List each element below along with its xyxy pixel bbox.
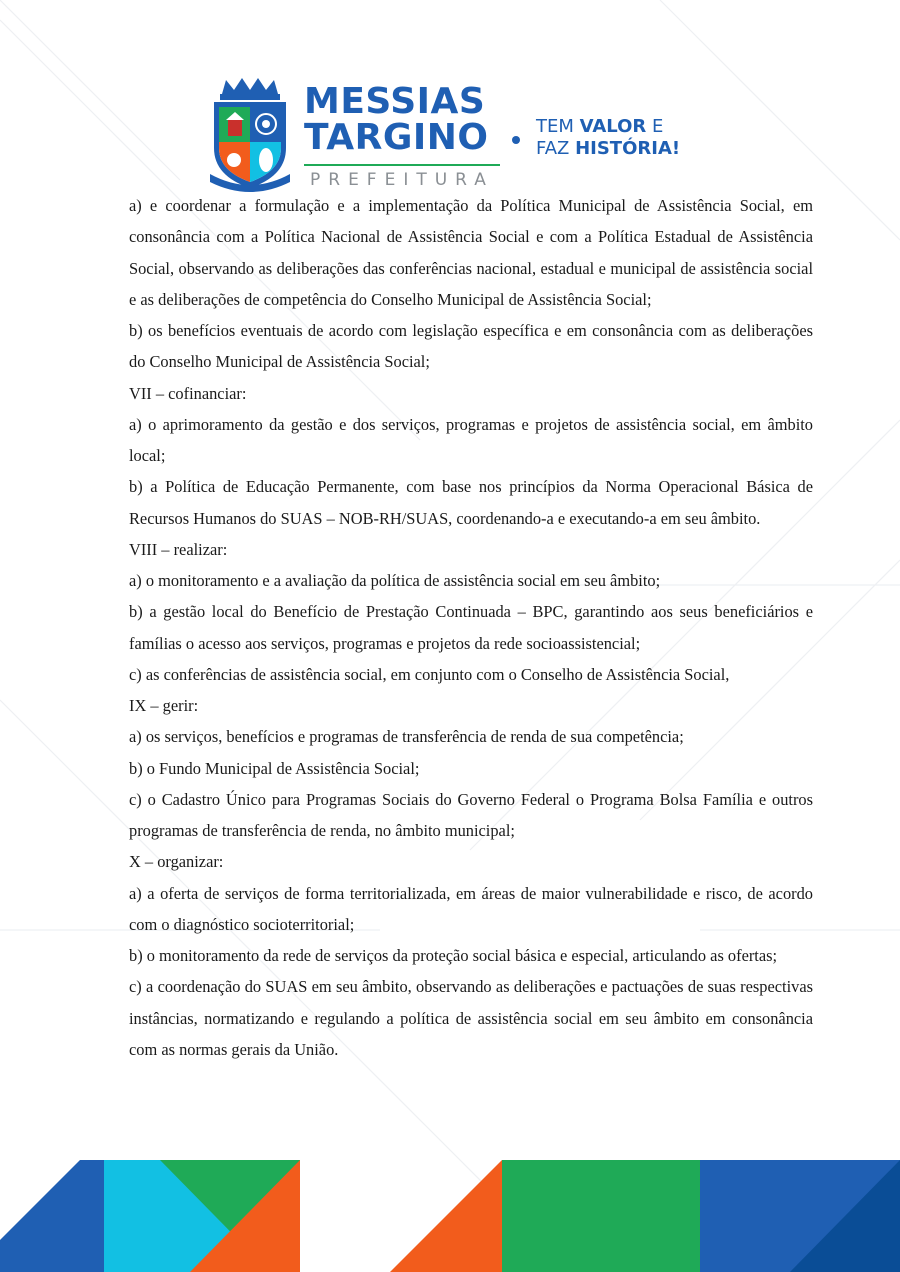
separator-dot <box>512 136 520 144</box>
slogan <box>536 116 680 160</box>
slogan-text: E <box>646 116 664 137</box>
paragraph: a) o aprimoramento da gestão e dos serviços, programas e projetos de assistência social, em âmbito local; <box>129 414 813 465</box>
paragraph: b) a Política de Educação Permanente, com base nos princípios da Norma Operacional Básica de Recursos Humanos do SUAS – NOB-RH/SUAS, coordenando-a e executando-a em seu âmbito. <box>129 477 813 528</box>
footer-orange-shape-2 <box>390 1160 502 1272</box>
paragraph: VII – cofinanciar: <box>129 383 247 403</box>
brand-line-1: MESSIAS <box>304 81 486 122</box>
paragraph: c) as conferências de assistência social, em conjunto com o Conselho de Assistência Social, <box>129 664 730 684</box>
city-crest-icon <box>206 76 294 192</box>
paragraph: a) os serviços, benefícios e programas de transferência de renda de sua competência; <box>129 727 684 747</box>
slogan-text: FAZ <box>536 138 576 159</box>
paragraph: a) a oferta de serviços de forma territorializada, em áreas de maior vulnerabilidade e risco, de acordo com o diagnóstico socioterritorial; <box>129 883 813 934</box>
footer-blue-shape <box>0 1160 104 1272</box>
slogan-bold: VALOR <box>579 116 647 137</box>
slogan-text: TEM <box>536 116 580 137</box>
slogan-line-2 <box>536 138 680 160</box>
paragraph: b) os benefícios eventuais de acordo com legislação específica e em consonância com as deliberações do Conselho Municipal de Assistência Social; <box>129 321 813 372</box>
paragraph: VIII – realizar: <box>129 539 228 559</box>
paragraph: c) o Cadastro Único para Programas Sociais do Governo Federal o Programa Bolsa Família e outros programas de transferência de renda, no âmbito municipal; <box>129 789 813 840</box>
slogan-line-1 <box>536 116 680 138</box>
header-logo <box>200 72 700 194</box>
footer-decoration <box>0 1160 900 1272</box>
footer-green-shape-2 <box>502 1160 700 1272</box>
slogan-bold: HISTÓRIA! <box>575 138 681 159</box>
paragraph: b) o monitoramento da rede de serviços da proteção social básica e especial, articulando as ofertas; <box>129 946 778 965</box>
brand-underline <box>304 164 500 166</box>
paragraph: b) a gestão local do Benefício de Prestação Continuada – BPC, garantindo aos seus beneficiários e famílias o acesso aos serviços, programas e projetos da rede socioassistencial; <box>129 602 813 653</box>
paragraph: IX – gerir: <box>129 696 199 715</box>
brand-line-2: TARGINO <box>304 117 489 158</box>
brand-subtitle: PREFEITURA <box>310 170 494 190</box>
paragraph: a) e coordenar a formulação e a implementação da Política Municipal de Assistência Social, em consonância com a Política Nacional de Assistência Social e com a Política Estadual de Assistência Social, observando as deliberações das conferências nacional, estadual e municipal de assistência social e as deliberações de competência do Conselho Municipal de Assistência Social; <box>129 196 813 309</box>
paragraph: X – organizar: <box>129 852 224 872</box>
brand-name <box>304 81 504 158</box>
paragraph: b) o Fundo Municipal de Assistência Social; <box>129 758 420 778</box>
document-body <box>129 190 813 1065</box>
paragraph: a) o monitoramento e a avaliação da política de assistência social em seu âmbito; <box>129 571 661 590</box>
paragraph: c) a coordenação do SUAS em seu âmbito, observando as deliberações e pactuações de suas respectivas instâncias, normatizando e regulando a política de assistência social em seu âmbito em consonância com as normas gerais da União. <box>129 977 813 1059</box>
